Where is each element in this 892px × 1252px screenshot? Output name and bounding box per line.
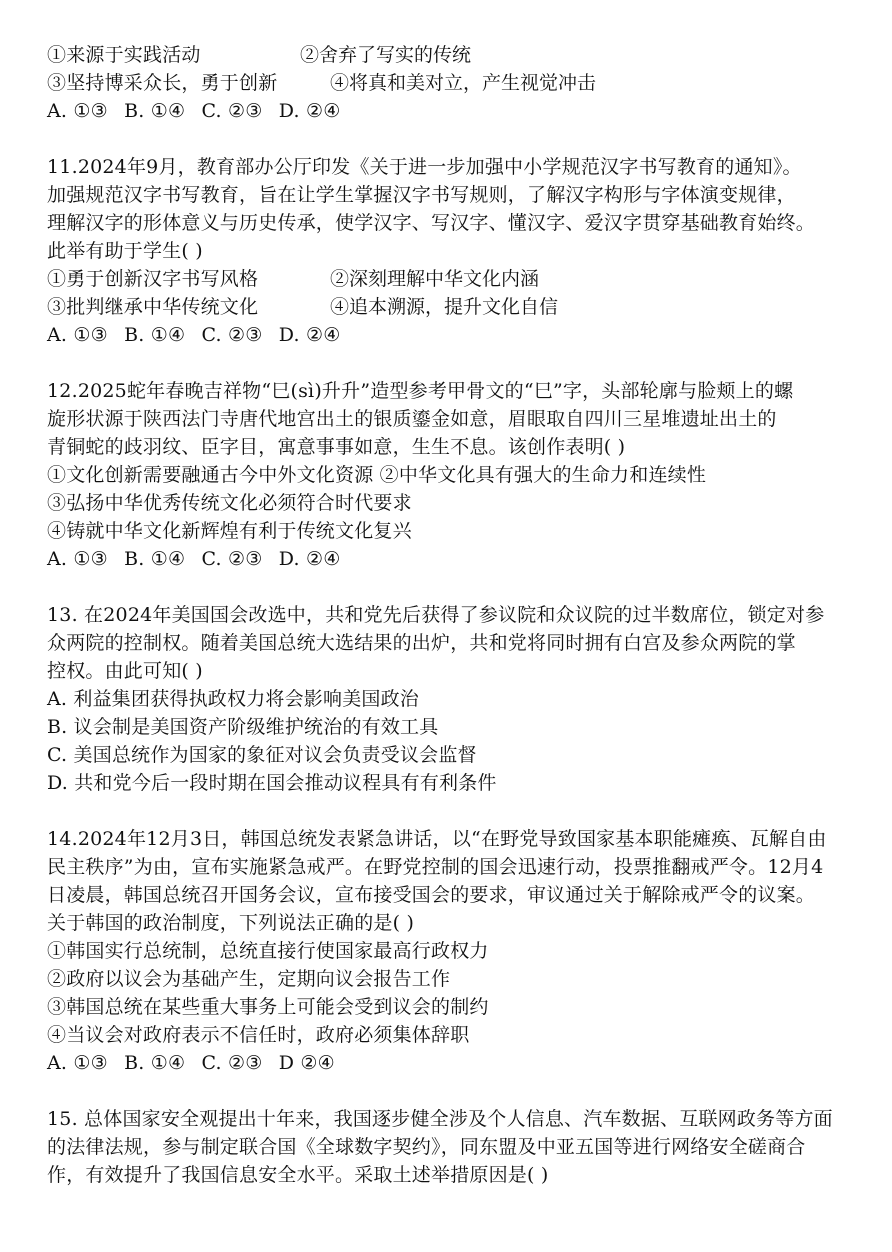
answer-c: C. ②③ — [201, 324, 263, 346]
q13-option-a: A. 利益集团获得执政权力将会影响美国政治 — [47, 688, 420, 710]
q13-option-d: D. 共和党今后一段时期在国会推动议程具有有利条件 — [47, 772, 497, 794]
q12-option-line-3: ④铸就中华文化新辉煌有利于传统文化复兴 — [47, 520, 412, 542]
q14-stem-line-1: 14.2024年12月3日，韩国总统发表紧急讲话，以“在野党导致国家基本职能瘫痪、瓦解自由 — [47, 828, 827, 850]
q14-stem-line-4: 关于韩国的政治制度，下列说法正确的是( ) — [47, 912, 415, 934]
q10-answers — [47, 98, 350, 124]
q14-option-4: ④当议会对政府表示不信任时，政府必须集体辞职 — [47, 1024, 470, 1046]
answer-d: D ②④ — [278, 1052, 335, 1074]
q13-option-c: C. 美国总统作为国家的象征对议会负责受议会监督 — [47, 744, 477, 766]
q14-answers — [47, 1050, 345, 1076]
answer-a: A. ①③ — [47, 324, 108, 346]
answer-b: B. ①④ — [124, 548, 186, 570]
q14-stem-line-3: 日凌晨，韩国总统召开国务会议，宣布接受国会的要求，审议通过关于解除戒严令的议案。 — [47, 884, 816, 906]
q10-option-3: ③坚持博采众长，勇于创新 — [47, 72, 278, 94]
q15-stem-line-3: 作，有效提升了我国信息安全水平。采取土述举措原因是( ) — [47, 1164, 549, 1186]
q14-option-2: ②政府以议会为基础产生，定期向议会报告工作 — [47, 968, 451, 990]
answer-a: A. ①③ — [47, 100, 108, 122]
q10-option-1: ①来源于实践活动 — [47, 44, 201, 66]
answer-b: B. ①④ — [124, 1052, 186, 1074]
q11-answers — [47, 322, 350, 348]
q14-option-1: ①韩国实行总统制，总统直接行使国家最高行政权力 — [47, 940, 489, 962]
q13-stem-line-3: 控权。由此可知( ) — [47, 660, 203, 682]
q11-stem-line-2: 加强规范汉字书写教育，旨在让学生掌握汉字书写规则，了解汉字构形与字体演变规律， — [47, 184, 796, 206]
answer-b: B. ①④ — [124, 324, 186, 346]
answer-a: A. ①③ — [47, 1052, 108, 1074]
q11-option-3: ③批判继承中华传统文化 — [47, 296, 259, 318]
answer-c: C. ②③ — [201, 1052, 263, 1074]
answer-c: C. ②③ — [201, 548, 263, 570]
q12-answers — [47, 546, 350, 572]
answer-c: C. ②③ — [201, 100, 263, 122]
q13-stem-line-2: 众两院的控制权。随着美国总统大选结果的出炉，共和党将同时拥有白宫及参众两院的掌 — [47, 632, 796, 654]
q12-stem-line-3: 青铜蛇的歧羽纹、臣字目，寓意事事如意，生生不息。该创作表明( ) — [47, 436, 626, 458]
q11-stem-line-3: 理解汉字的形体意义与历史传承，使学汉字、写汉字、懂汉字、爱汉字贯穿基础教育始终。 — [47, 212, 816, 234]
q14-stem-line-2: 民主秩序”为由，宣布实施紧急戒严。在野党控制的国会迅速行动，投票推翻戒严令。12月4 — [47, 856, 824, 878]
q13-stem-line-1: 13. 在2024年美国国会改选中，共和党先后获得了参议院和众议院的过半数席位，锁定对参 — [47, 604, 825, 626]
q12-option-line-2: ③弘扬中华优秀传统文化必须符合时代要求 — [47, 492, 412, 514]
q12-stem-line-2: 旋形状源于陕西法门寺唐代地宫出土的银质鎏金如意，眉眼取自四川三星堆遗址出土的 — [47, 408, 777, 430]
q10-option-2: ②舍弃了写实的传统 — [300, 44, 472, 66]
q11-option-2: ②深刻理解中华文化内涵 — [330, 268, 540, 290]
q11-stem-line-4: 此举有助于学生( ) — [47, 240, 203, 262]
q11-option-1: ①勇于创新汉字书写风格 — [47, 268, 259, 290]
answer-d: D. ②④ — [278, 548, 341, 570]
q12-stem-line-1: 12.2025蛇年春晚吉祥物“巳(sì)升升”造型参考甲骨文的“巳”字，头部轮廓与脸颊上的螺 — [47, 380, 794, 402]
q14-option-3: ③韩国总统在某些重大事务上可能会受到议会的制约 — [47, 996, 489, 1018]
answer-d: D. ②④ — [278, 100, 341, 122]
answer-d: D. ②④ — [278, 324, 341, 346]
q15-stem-line-2: 的法律法规，参与制定联合国《全球数字契约》，同东盟及中亚五国等进行网络安全磋商合 — [47, 1136, 806, 1158]
q13-option-b: B. 议会制是美国资产阶级维护统治的有效工具 — [47, 716, 439, 738]
q11-stem-line-1: 11.2024年9月，教育部办公厅印发《关于进一步加强中小学规范汉字书写教育的通知》。 — [47, 156, 802, 178]
q11-option-4: ④追本溯源，提升文化自信 — [330, 296, 559, 318]
q10-option-4: ④将真和美对立，产生视觉冲击 — [330, 72, 597, 94]
q12-option-line-1: ①文化创新需要融通古今中外文化资源 ②中华文化具有强大的生命力和连续性 — [47, 464, 707, 486]
answer-a: A. ①③ — [47, 548, 108, 570]
answer-b: B. ①④ — [124, 100, 186, 122]
q15-stem-line-1: 15. 总体国家安全观提出十年来，我国逐步健全涉及个人信息、汽车数据、互联网政务等方面 — [47, 1108, 833, 1130]
